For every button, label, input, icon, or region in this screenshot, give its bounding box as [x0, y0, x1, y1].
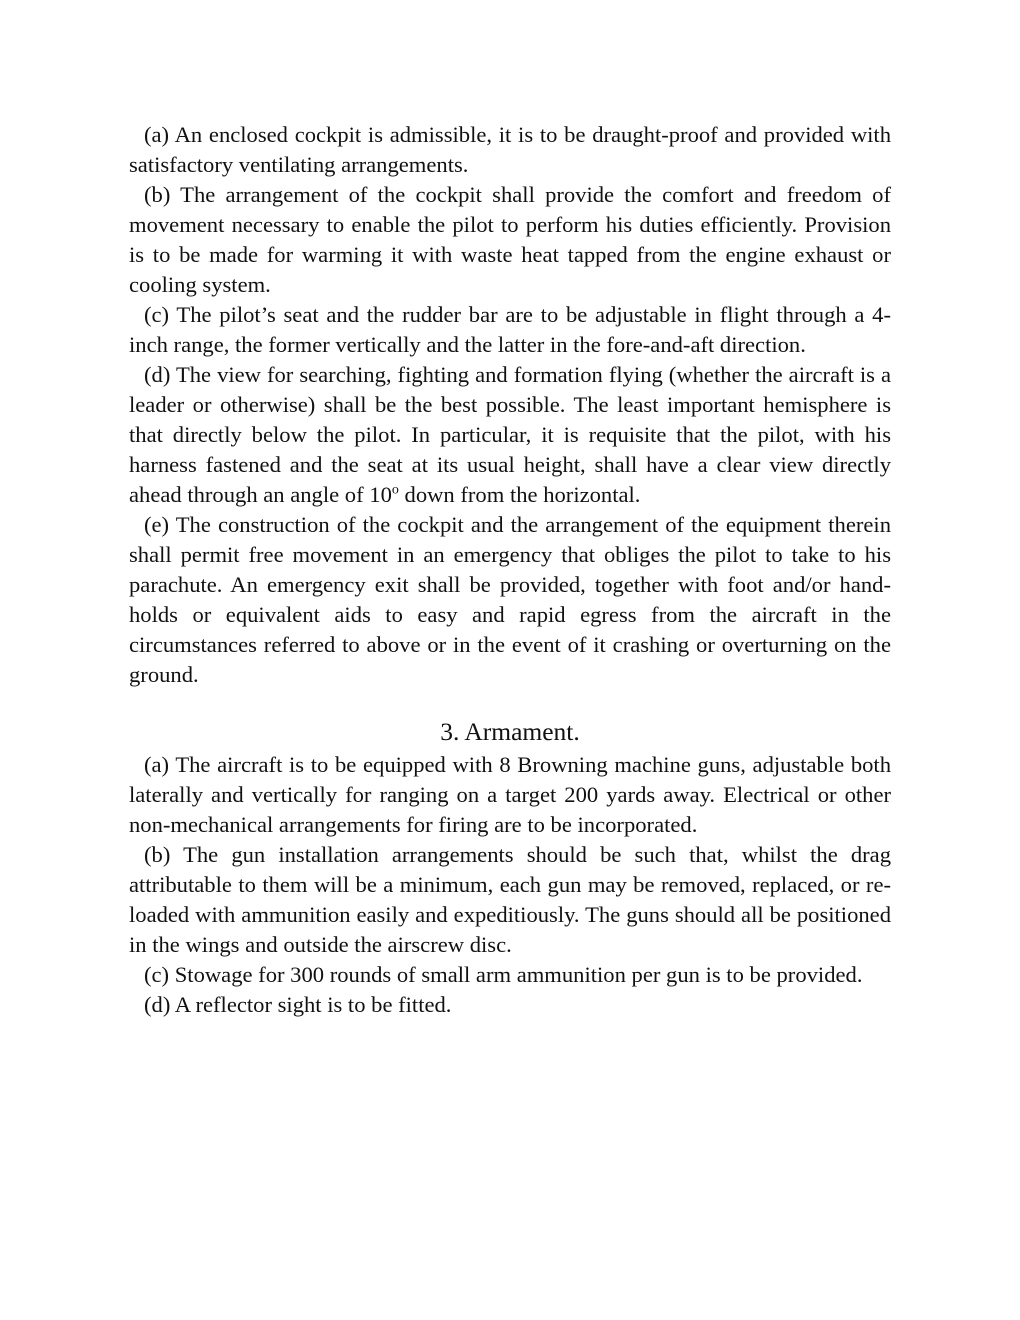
cockpit-paragraph-c: (c) The pilot’s seat and the rudder bar are to be adjustable in flight through a 4-inch range, the former vertically and the latter in the fore-and-aft direction.: [129, 302, 891, 357]
cockpit-paragraph-d: [129, 360, 891, 510]
cockpit-paragraph-a: (a) An enclosed cockpit is admissible, it is to be draught-proof and provided with satisfactory ventilating arrangements.: [129, 122, 891, 177]
armament-paragraph-c: (c) Stowage for 300 rounds of small arm ammunition per gun is to be provided.: [144, 962, 863, 987]
armament-paragraph-a: (a) The aircraft is to be equipped with 8 Browning machine guns, adjustable both laterally and vertically for ranging on a target 200 yards away. Electrical or other non-mechanical arrangements for firing are to be incorporated.: [129, 752, 891, 837]
document-page: [129, 120, 891, 1020]
degree-superscript: o: [391, 482, 399, 498]
paragraph-d-text: (d) The view for searching, fighting and formation flying (whether the aircraft is a leader or otherwise) shall be the best possible. The least important hemisphere is that directly below the pilot. In particular, it is requisite that the pilot, with his harness fastened and the seat at its usual height, shall have a clear view directly ahead through an angle of 10: [129, 362, 891, 507]
paragraph-d-text-end: down from the horizontal.: [398, 482, 641, 507]
armament-paragraph-d: (d) A reflector sight is to be fitted.: [144, 992, 452, 1017]
armament-paragraph-b: (b) The gun installation arrangements should be such that, whilst the drag attributable to them will be a minimum, each gun may be removed, replaced, or re-loaded with ammunition easily and expeditiously. The guns should all be positioned in the wings and outside the airscrew disc.: [129, 842, 891, 957]
cockpit-paragraph-e: (e) The construction of the cockpit and the arrangement of the equipment therein shall permit free movement in an emergency that obliges the pilot to take to his parachute. An emergency exit shall be provided, together with foot and/or hand-holds or equivalent aids to easy and rapid egress from the aircraft in the circumstances referred to above or in the event of it crashing or overturning on the ground.: [129, 512, 891, 687]
section-heading-armament: 3. Armament.: [440, 717, 580, 746]
cockpit-paragraph-b: (b) The arrangement of the cockpit shall provide the comfort and freedom of movement necessary to enable the pilot to perform his duties efficiently. Provision is to be made for warming it with waste heat tapped from the engine exhaust or cooling system.: [129, 182, 891, 297]
